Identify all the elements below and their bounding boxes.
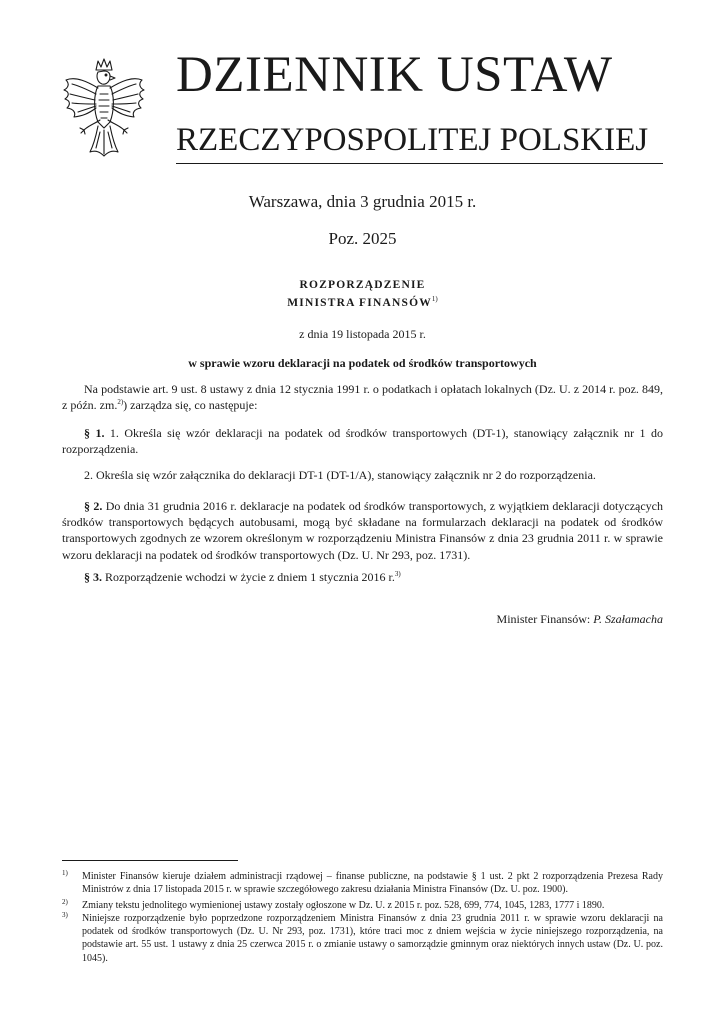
section-2-label: § 2.: [84, 499, 103, 513]
publication-dateline: Warszawa, dnia 3 grudnia 2015 r.: [248, 192, 477, 211]
act-type: ROZPORZĄDZENIE: [299, 279, 426, 291]
act-issuer-name: MINISTRA FINANSÓW: [287, 297, 432, 309]
journal-subtitle: RZECZYPOSPOLITEJ POLSKIEJ: [176, 122, 649, 158]
section-3-text: Rozporządzenie wchodzi w życie z dniem 1 stycznia 2016 r.: [102, 570, 395, 584]
footnote-text: Zmiany tekstu jednolitego wymienionej ustawy zostały ogłoszone w Dz. U. z 2015 r. poz. 528, 699, 774, 1045, 1283, 1777 i 1890.: [82, 900, 605, 911]
signature: [62, 612, 663, 627]
footnote-3: [62, 912, 663, 965]
preamble: [62, 381, 663, 413]
section-2: [62, 498, 663, 563]
journal-title: DZIENNIK USTAW: [176, 47, 613, 103]
act-issuer: [62, 297, 663, 309]
footnote-divider: [62, 860, 238, 861]
section-3-label: § 3.: [84, 570, 102, 584]
section-1-paragraph-2: 2. Określa się wzór załącznika do deklaracji DT-1 (DT-1/A), stanowiący załącznik nr 2 do rozporządzenia.: [84, 468, 596, 482]
section-1-label: § 1.: [84, 426, 105, 440]
footnote-text: Minister Finansów kieruje działem administracji rządowej – finanse publiczne, na podstawie § 1 ust. 2 pkt 2 rozporządzenia Prezesa Rady Ministrów z dnia 17 listopada 2015 r. w sprawie szczegółowego zakresu działania Ministra Finansów (Dz. U. poz. 1900).: [82, 871, 663, 896]
footnote-ref-2[interactable]: 2): [117, 398, 124, 407]
signature-role: Minister Finansów:: [496, 612, 594, 626]
act-date: z dnia 19 listopada 2015 r.: [299, 327, 426, 341]
masthead-divider: [176, 163, 663, 164]
section-1-paragraph-1-text: 1. Określa się wzór deklaracji na podatek od środków transportowych (DT-1), stanowiący załącznik nr 1 do rozporządzenia.: [62, 426, 663, 457]
publication-position: Poz. 2025: [328, 229, 397, 248]
footnote-1: [62, 870, 663, 896]
signature-name: P. Szałamacha: [593, 612, 663, 626]
act-subject: w sprawie wzoru deklaracji na podatek od środków transportowych: [188, 356, 537, 370]
footnote-ref-3[interactable]: 3): [394, 570, 401, 578]
preamble-text-end: ) zarządza się, co następuje:: [123, 398, 258, 413]
footnote-ref-1[interactable]: 1): [431, 295, 438, 304]
section-1-paragraph-1: [62, 425, 663, 457]
footnote-mark: 1): [62, 869, 68, 877]
footnote-2: [62, 899, 663, 912]
section-2-text: Do dnia 31 grudnia 2016 r. deklaracje na podatek od środków transportowych, z wyjątkiem deklaracji dotyczących środków transportowych będących autobusami, mogą być składane na formularzach deklaracji na podatek od środków transportowych zgodnych ze wzorem określonym w rozporządzeniu Ministra Finansów z dnia 23 grudnia 2011 r. w sprawie wzoru deklaracji na podatek od środków transportowych (Dz. U. Nr 293, poz. 1731).: [62, 499, 663, 562]
polish-eagle-icon: [58, 56, 150, 160]
section-3: [62, 569, 663, 585]
footnote-mark: 3): [62, 911, 68, 919]
footnote-text: Niniejsze rozporządzenie było poprzedzone rozporządzeniem Ministra Finansów z dnia 23 grudnia 2011 r. w sprawie wzoru deklaracji na podatek od środków transportowych (Dz. U. Nr 293, poz. 1731), które traci moc z dniem wejścia w życie niniejszego rozporządzenia, na podstawie art. 55 ust. 1 ustawy z dnia 25 czerwca 2015 r. o zmianie ustawy o samorządzie gminnym oraz niektórych innych ustaw (Dz. U. poz. 1045).: [82, 913, 663, 964]
footnote-mark: 2): [62, 898, 68, 906]
preamble-text: Na podstawie art. 9 ust. 8 ustawy z dnia 12 stycznia 1991 r. o podatkach i opłatach lokalnych (Dz. U. z 2014 r. poz. 849, z późn. zm.: [62, 382, 663, 413]
